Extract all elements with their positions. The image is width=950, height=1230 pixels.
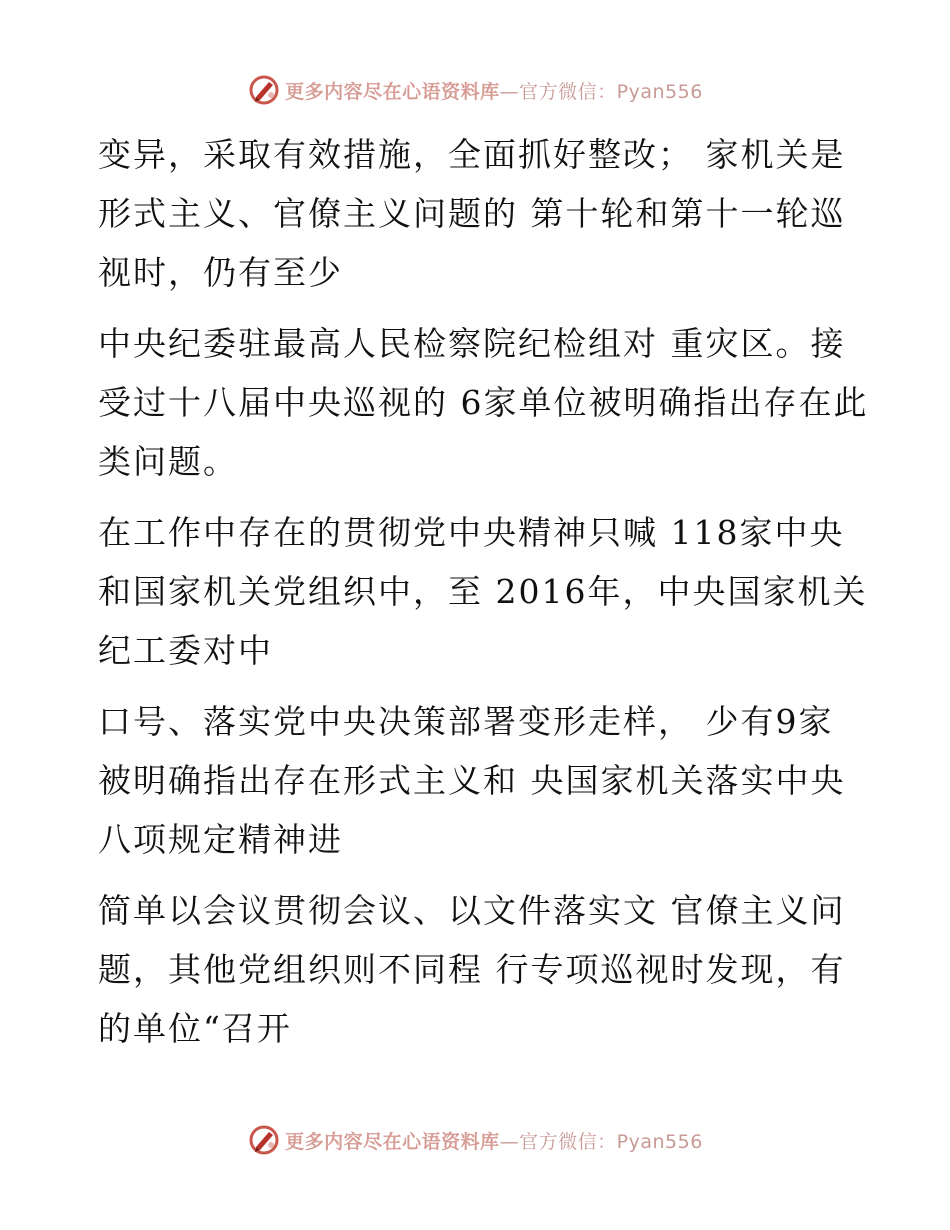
text-line: 视时，仍有至少 [98,253,343,292]
paragraph-5 [98,881,868,1058]
text-line: 受过十八届中央巡视的 6家单位被明确指出存在此 [98,383,869,422]
text-line: 的单位“召开 [98,1009,292,1048]
text-line: 和国家机关党组织中，至 2016年，中央国家机关 [98,572,868,611]
text-line: 类问题。 [98,442,238,481]
text-line: 形式主义、官僚主义问题的 第十轮和第十一轮巡 [98,194,846,233]
paragraph-3 [98,503,868,680]
watermark-sub-text: —官方微信：Pyan556 [499,80,703,103]
pen-circle-logo-icon [247,1123,281,1157]
text-line: 口号、落实党中央决策部署变形走样， 少有9家 [98,702,834,741]
text-line: 八项规定精神进 [98,820,343,859]
text-line: 简单以会议贯彻会议、以文件落实文 官僚主义问 [98,891,846,930]
text-line: 被明确指出存在形式主义和 央国家机关落实中央 [98,761,846,800]
text-line: 纪工委对中 [98,631,273,670]
paragraph-2 [98,314,868,491]
footer-watermark [0,1120,950,1160]
watermark-main-text: 更多内容尽在心语资料库 [285,1130,500,1153]
text-line: 在工作中存在的贯彻党中央精神只喊 118家中央 [98,513,845,552]
text-line: 中央纪委驻最高人民检察院纪检组对 重灾区。接 [98,324,846,363]
text-line: 变异，采取有效措施，全面抓好整改； 家机关是 [98,135,846,174]
watermark-main-text: 更多内容尽在心语资料库 [285,80,500,103]
text-line: 题，其他党组织则不同程 行专项巡视时发现，有 [98,950,846,989]
paragraph-4 [98,692,868,869]
pen-circle-logo-icon [247,73,281,107]
paragraph-1 [98,125,868,302]
watermark-sub-text: —官方微信：Pyan556 [499,1130,703,1153]
document-body [98,125,868,1070]
header-watermark [0,70,950,110]
